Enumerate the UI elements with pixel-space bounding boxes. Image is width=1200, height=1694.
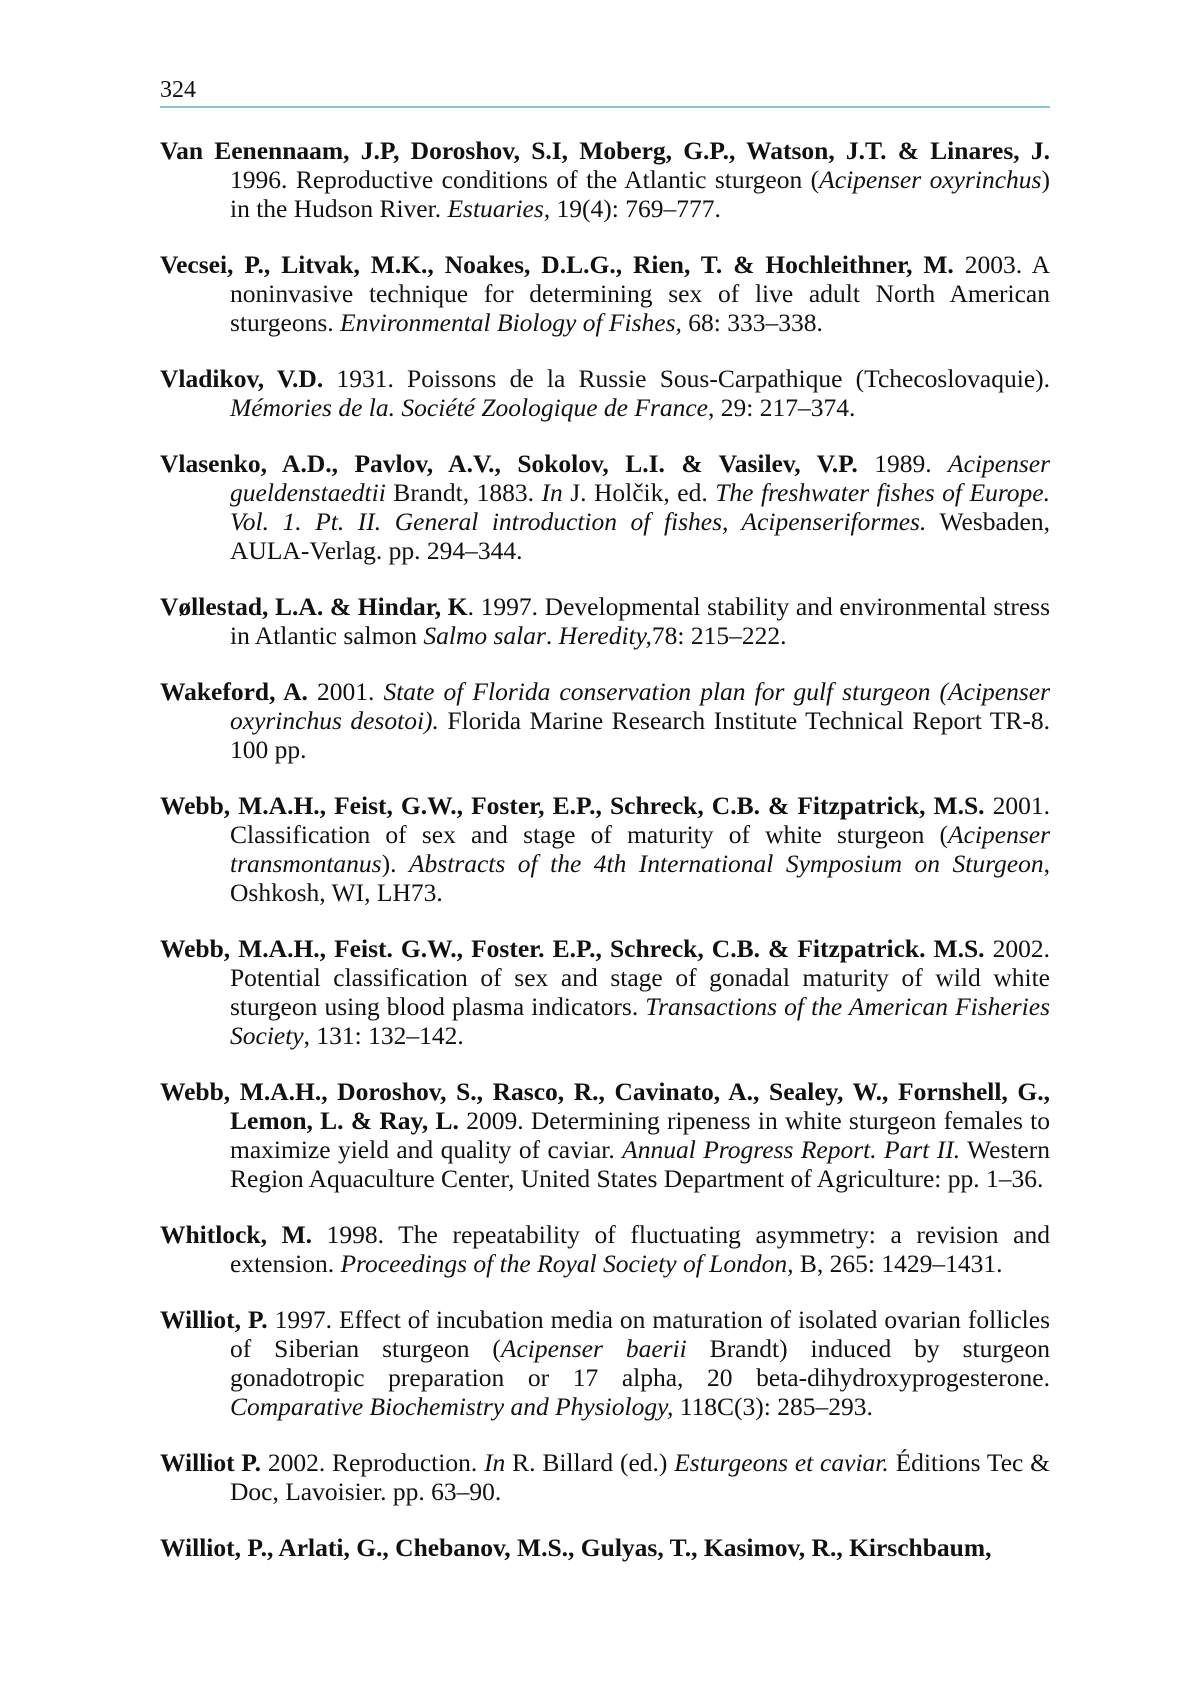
reference-text: , 29: 217–374. — [708, 393, 856, 422]
reference-entry — [160, 1533, 1050, 1562]
reference-entry — [160, 449, 1050, 565]
reference-text: 118C(3): 285–293. — [673, 1392, 873, 1421]
reference-entry — [160, 677, 1050, 764]
reference-authors: Vøllestad, L.A. & Hindar, K — [160, 592, 468, 621]
reference-text: 1997. Effect of incubation media on maturation of isolated ovarian follicles of Siberian sturgeon ( — [230, 1305, 1051, 1363]
reference-text: ) in the Hudson River. — [230, 165, 1050, 223]
reference-text: 1998. The repeatability of fluctuating asymmetry: a revision and extension. — [230, 1220, 1050, 1278]
reference-text: , 131: 132–142. — [303, 1021, 464, 1050]
reference-entry — [160, 136, 1050, 223]
reference-text: 1989. — [857, 449, 949, 478]
page-number: 324 — [160, 77, 196, 103]
reference-text: 2009. Determining ripeness in white sturgeon females to maximize yield and quality of caviar. — [230, 1106, 1050, 1164]
reference-text: . 1997. Developmental stability and environmental stress in Atlantic salmon — [230, 592, 1050, 650]
reference-entry — [160, 1448, 1050, 1506]
reference-italic-text: In — [484, 1448, 506, 1477]
reference-text: 1996. Reproductive conditions of the Atlantic sturgeon ( — [230, 165, 820, 194]
reference-text: R. Billard (ed.) — [505, 1448, 675, 1477]
reference-text: . — [545, 621, 559, 650]
reference-authors: Williot, P. — [160, 1305, 268, 1334]
reference-text: 2003. A noninvasive technique for determining sex of live adult North American sturgeons. — [230, 250, 1050, 337]
reference-authors: Webb, M.A.H., Feist, G.W., Foster, E.P., Schreck, C.B. & Fitzpatrick, M.S. — [160, 791, 985, 820]
reference-entry — [160, 1305, 1050, 1421]
reference-italic-text: Acipenser baerii — [500, 1334, 687, 1363]
reference-text: 1931. Poissons de la Russie Sous-Carpathique (Tchecoslovaquie). — [323, 364, 1051, 393]
reference-authors: Webb, M.A.H., Feist. G.W., Foster. E.P., Schreck, C.B. & Fitzpatrick. M.S. — [160, 934, 985, 963]
reference-text: 2002. Reproduction. — [261, 1448, 485, 1477]
reference-italic-text: Heredity, — [558, 621, 652, 650]
reference-authors: Whitlock, M. — [160, 1220, 313, 1249]
reference-entry — [160, 364, 1050, 422]
reference-text: ). — [381, 849, 409, 878]
reference-authors: Vlasenko, A.D., Pavlov, A.V., Sokolov, L.I. & Vasilev, V.P. — [160, 449, 858, 478]
reference-entry — [160, 934, 1050, 1050]
header-rule — [160, 106, 1050, 108]
reference-italic-text: Mémories de la. Société Zoologique de France — [230, 393, 709, 422]
reference-authors: Williot P. — [160, 1448, 262, 1477]
reference-italic-text: Environmental Biology of Fishes, — [340, 308, 682, 337]
reference-authors: Van Eenennaam, J.P, Doroshov, S.I, Moberg, G.P., Watson, J.T. & Linares, J. — [160, 136, 1050, 165]
reference-list — [160, 136, 1050, 1562]
reference-italic-text: Transactions of the American Fisheries Society — [230, 992, 1050, 1050]
reference-text: 68: 333–338. — [681, 308, 823, 337]
reference-authors: Webb, M.A.H., Doroshov, S., Rasco, R., Cavinato, A., Sealey, W., Fornshell, G., Lemon, L. & Ray, L. — [160, 1077, 1050, 1135]
reference-text: 2001. — [307, 677, 384, 706]
reference-authors: Vladikov, V.D. — [160, 364, 324, 393]
reference-text: 2002. Potential classification of sex and stage of gonadal maturity of wild white sturgeon using blood plasma indicators. — [230, 934, 1050, 1021]
reference-italic-text: Acipenser oxyrinchus — [819, 165, 1042, 194]
reference-text: 2001. Classification of sex and stage of maturity of white sturgeon ( — [230, 791, 1050, 849]
reference-text: J. Holčik, ed. — [562, 478, 716, 507]
reference-text: 78: 215–222. — [651, 621, 787, 650]
reference-text: Brandt, 1883. — [385, 478, 542, 507]
reference-text: Éditions Tec & Doc, Lavoisier. pp. 63–90. — [230, 1448, 1051, 1506]
reference-text: Wesbaden, AULA-Verlag. pp. 294–344. — [230, 507, 1050, 565]
reference-italic-text: Comparative Biochemistry and Physiology, — [230, 1392, 674, 1421]
reference-italic-text: Salmo salar — [423, 621, 546, 650]
reference-entry — [160, 1220, 1050, 1278]
reference-text: Brandt) induced by sturgeon gonadotropic preparation or 17 alpha, 20 beta-dihydroxyprogesterone. — [230, 1334, 1050, 1392]
reference-text: 19(4): 769–777. — [550, 194, 721, 223]
reference-authors: Vecsei, P., Litvak, M.K., Noakes, D.L.G., Rien, T. & Hochleithner, M. — [160, 250, 954, 279]
reference-italic-text: Esturgeons et caviar. — [674, 1448, 889, 1477]
reference-authors: Wakeford, A. — [160, 677, 308, 706]
reference-entry — [160, 592, 1050, 650]
reference-italic-text: Estuaries, — [447, 194, 551, 223]
reference-text: Florida Marine Research Institute Technical Report TR-8. 100 pp. — [230, 706, 1050, 764]
reference-italic-text: The freshwater fishes of Europe. Vol. 1. Pt. II. General introduction of fishes, Acipenseriformes. — [230, 478, 1050, 536]
reference-entry — [160, 1077, 1050, 1193]
reference-authors: Williot, P., Arlati, G., Chebanov, M.S., Gulyas, T., Kasimov, R., Kirschbaum, — [160, 1533, 992, 1562]
reference-italic-text: Annual Progress Report. Part II. — [622, 1135, 961, 1164]
reference-italic-text: Abstracts of the 4th International Symposium on Sturgeon — [408, 849, 1044, 878]
reference-italic-text: Acipenser gueldenstaedtii — [230, 449, 1051, 507]
reference-entry — [160, 791, 1050, 907]
reference-text: Western Region Aquaculture Center, United States Department of Agriculture: pp. 1–36. — [230, 1135, 1050, 1193]
reference-italic-text: In — [541, 478, 563, 507]
reference-italic-text: Acipenser transmontanus — [230, 820, 1050, 878]
reference-italic-text: Proceedings of the Royal Society of London, — [340, 1249, 794, 1278]
reference-entry — [160, 250, 1050, 337]
reference-text: , Oshkosh, WI, LH73. — [230, 849, 1050, 907]
reference-text: B, 265: 1429–1431. — [793, 1249, 1003, 1278]
reference-italic-text: State of Florida conservation plan for gulf sturgeon (Acipenser oxyrinchus desotoi). — [230, 677, 1051, 735]
